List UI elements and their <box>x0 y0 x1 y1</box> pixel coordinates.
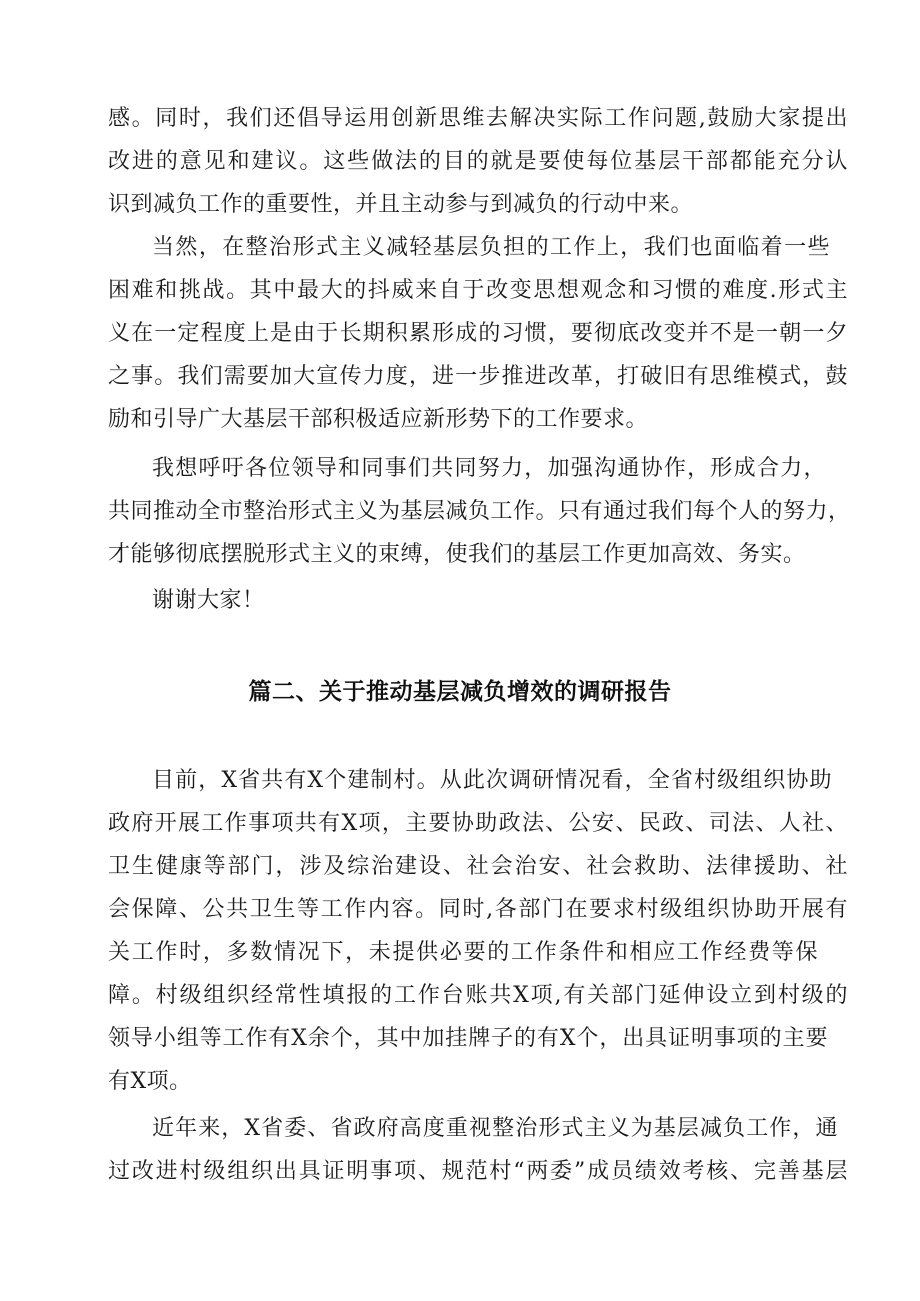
paragraph-line: 关工作时，多数情况下，未提供必要的工作条件和相应工作经费等保 <box>108 940 818 965</box>
paragraph-line: 目前，X省共有X个建制村。从此次调研情况看，全省村级组织协助 <box>152 768 832 793</box>
section-heading: 篇二、关于推动基层减负增效的调研报告 <box>248 679 672 705</box>
paragraph-line: 困难和挑战。其中最大的抖威来自于改变思想观念和习惯的难度.形式主 <box>108 278 848 303</box>
closing-line: 谢谢大家！ <box>152 588 265 613</box>
paragraph-line: 改进的意见和建议。这些做法的目的就是要使每位基层干部都能充分认 <box>108 149 848 174</box>
paragraph-line: 障。村级组织经常性填报的工作台账共X项,有关部门延伸设立到村级的 <box>108 983 848 1008</box>
paragraph-line: 会保障、公共卫生等工作内容。同时,各部门在要求村级组织协助开展有 <box>108 897 848 922</box>
paragraph-line: 之事。我们需要加大宣传力度，进一步推进改革，打破旧有思维模式，鼓 <box>108 364 848 389</box>
paragraph-line: 当然，在整治形式主义减轻基层负担的工作上，我们也面临着一些 <box>152 235 830 260</box>
paragraph-line: 领导小组等工作有X余个，其中加挂牌子的有X个，出具证明事项的主要 <box>108 1026 828 1051</box>
paragraph-line: 才能够彻底摆脱形式主义的束缚，使我们的基层工作更加高效、务实。 <box>108 542 806 567</box>
paragraph-line: 感。同时，我们还倡导运用创新思维去解决实际工作问题,鼓励大家提出 <box>108 106 848 131</box>
paragraph-line: 卫生健康等部门，涉及综治建设、社会治安、社会救助、法律援助、社 <box>108 854 848 879</box>
paragraph-line: 近年来，X省委、省政府高度重视整治形式主义为基层减负工作，通 <box>152 1116 838 1141</box>
paragraph-line: 识到减负工作的重要性，并且主动参与到减负的行动中来。 <box>108 192 694 217</box>
paragraph-line: 共同推动全市整治形式主义为基层减负工作。只有通过我们每个人的努力， <box>108 499 851 524</box>
paragraph-line: 励和引导广大基层干部积极适应新形势下的工作要求。 <box>108 407 649 432</box>
paragraph-line: 义在一定程度上是由于长期积累形成的习惯，要彻底改变并不是一朝一夕 <box>108 321 848 346</box>
paragraph-line: 有X项。 <box>108 1069 192 1094</box>
paragraph-line: 我想呼吁各位领导和同事们共同努力，加强沟通协作，形成合力， <box>152 456 826 481</box>
paragraph-line: 过改进村级组织出具证明事项、规范村“两委”成员绩效考核、完善基层 <box>108 1159 848 1184</box>
paragraph-line: 政府开展工作事项共有X项，主要协助政法、公安、民政、司法、人社、 <box>108 811 848 836</box>
